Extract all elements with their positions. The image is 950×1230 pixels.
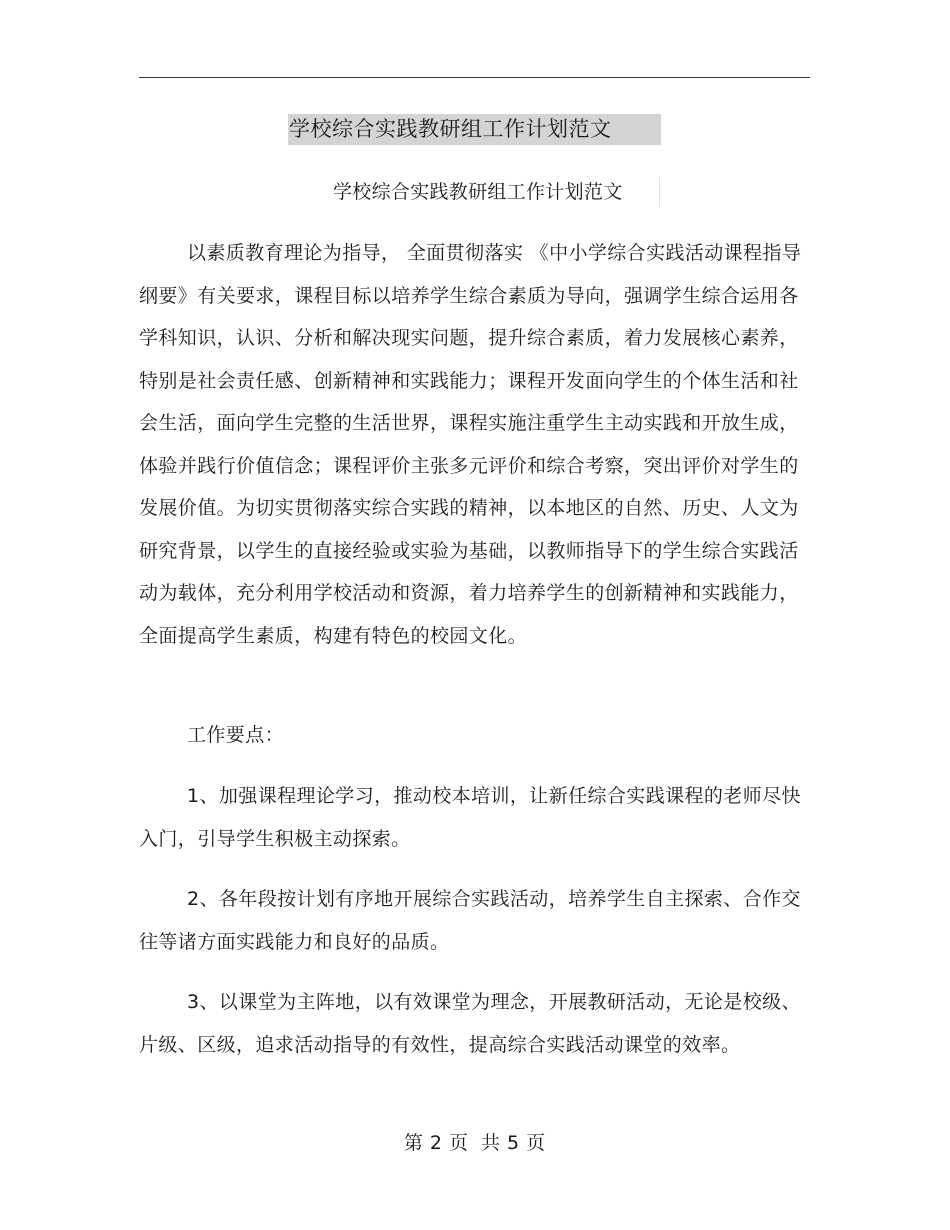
document-subtitle: 学校综合实践教研组工作计划范文: [333, 177, 660, 207]
footer-suffix: 页: [526, 1132, 547, 1154]
footer-page-word: 页: [448, 1132, 469, 1154]
intro-paragraph: 以素质教育理论为指导， 全面贯彻落实 《中小学综合实践活动课程指导纲要》有关要求，课程目标以培养学生综合素质为导向，强调学生综合运用各学科知识，认识、分析和解决现实问题，提升综合素质，着力发展核心素养，特别是社会责任感、创新精神和实践能力；课程开发面向学生的个体生活和社会生活，面向学生完整的生活世界，课程实施注重学生主动实践和开放生成，体验并践行价值信念；课程评价主张多元评价和综合考察，突出评价对学生的发展价值。为切实贯彻落实综合实践的精神，以本地区的自然、历史、人文为研究背景，以学生的直接经验或实验为基础，以教师指导下的学生综合实践活动为载体，充分利用学校活动和资源，着力培养学生的创新精神和实践能力，全面提高学生素质，构建有特色的校园文化。: [139, 242, 802, 647]
work-point-1: 1、加强课程理论学习，推动校本培训，让新任综合实践课程的老师尽快入门，引导学生积极主动探索。: [139, 785, 801, 850]
total-pages-number: 5: [507, 1132, 521, 1154]
document-title: 学校综合实践教研组工作计划范文: [288, 114, 661, 145]
page-number-footer: [0, 1128, 950, 1158]
footer-total-word: 共: [481, 1132, 502, 1154]
footer-prefix: 第: [403, 1132, 424, 1154]
header-rule: [139, 77, 810, 78]
work-point-3: 3、以课堂为主阵地，以有效课堂为理念，开展教研活动，无论是校级、片级、区级，追求活动指导的有效性，提高综合实践活动课堂的效率。: [139, 991, 801, 1056]
work-points-heading: 工作要点：: [187, 724, 285, 746]
work-point-2: 2、各年段按计划有序地开展综合实践活动，培养学生自主探索、合作交往等诸方面实践能力和良好的品质。: [139, 888, 801, 953]
current-page-number: 2: [429, 1132, 443, 1154]
